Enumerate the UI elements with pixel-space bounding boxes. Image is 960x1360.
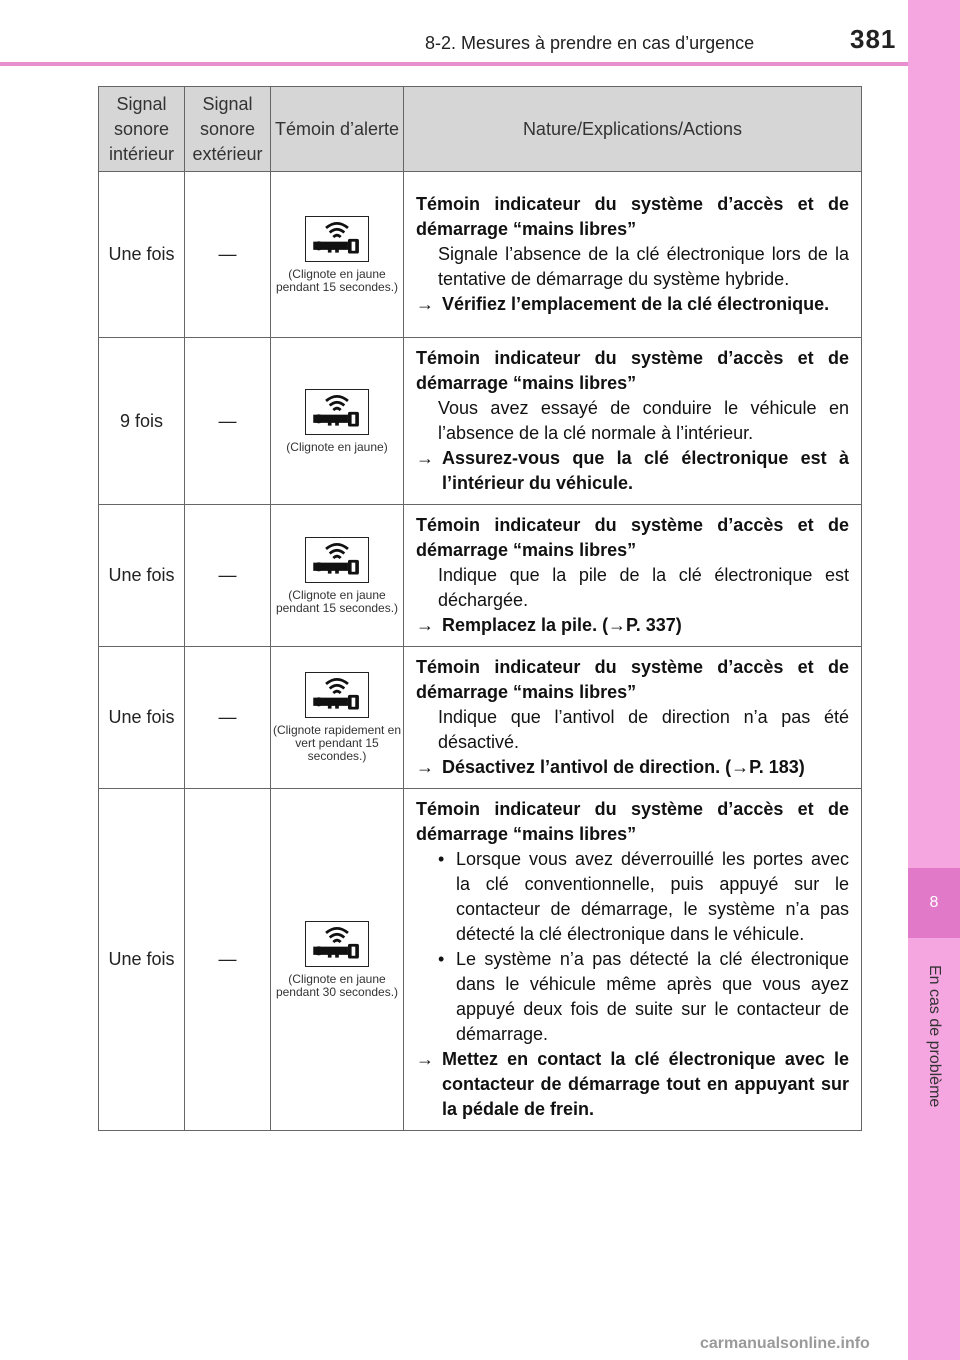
warning-light-cell	[271, 505, 404, 647]
warning-action	[416, 446, 849, 496]
table-row	[99, 172, 862, 338]
section-title: 8-2. Mesures à prendre en cas d’urgence	[425, 33, 755, 53]
header-warning-light: Témoin d’alerte	[271, 87, 404, 172]
table-row	[99, 647, 862, 789]
explanation-cell	[404, 172, 862, 338]
chapter-label: En cas de problème	[926, 965, 943, 1108]
warning-action	[416, 755, 849, 780]
warning-action	[416, 1047, 849, 1122]
icon-caption: (Clignote en jaune)	[286, 439, 388, 454]
bullet-text: Lorsque vous avez déverrouillé les portes avec la clé conventionnelle, puis appuyé sur le contacteur de démarrage, le système n’a pas détecté la clé électronique dans le véhicule.	[456, 849, 849, 944]
smart-key-warning-icon	[307, 538, 367, 580]
warning-explanation: Indique que l’antivol de direction n’a pas été désactivé.	[438, 707, 849, 752]
interior-signal-cell: Une fois	[99, 647, 185, 789]
chapter-number: 8	[908, 868, 960, 938]
action-text: Assurez-vous que la clé électronique est à l’intérieur du véhicule.	[442, 448, 849, 493]
explanation-cell	[404, 647, 862, 789]
action-text: Mettez en contact la clé électronique avec le contacteur de démarrage tout en appuyant sur la pédale de frein.	[442, 1049, 849, 1119]
interior-signal-cell: Une fois	[99, 789, 185, 1131]
page-number: 381	[850, 24, 897, 54]
interior-signal-cell: 9 fois	[99, 338, 185, 505]
header-rule	[0, 62, 960, 66]
icon-caption: (Clignote en jaune pendant 30 secondes.)	[275, 971, 399, 999]
arrow-right-icon: →	[416, 757, 434, 777]
warning-light-cell	[271, 338, 404, 505]
warning-table	[98, 86, 862, 1131]
exterior-signal-cell: —	[185, 505, 271, 647]
arrow-right-icon: →	[416, 294, 434, 314]
explanation-cell	[404, 789, 862, 1131]
icon-caption: (Clignote en jaune pendant 15 secondes.)	[275, 266, 399, 294]
icon-frame	[305, 921, 369, 967]
exterior-signal-cell: —	[185, 338, 271, 505]
table-row	[99, 505, 862, 647]
smart-key-warning-icon	[307, 390, 367, 432]
warning-action	[416, 613, 849, 638]
warning-explanation: Vous avez essayé de conduire le véhicule en l’absence de la clé normale à l’intérieur.	[438, 398, 849, 443]
arrow-right-icon: →	[416, 615, 434, 635]
exterior-signal-cell: —	[185, 789, 271, 1131]
list-item	[416, 847, 849, 947]
action-text: Désactivez l’antivol de direction. (→P. 183)	[442, 757, 805, 777]
exterior-signal-cell: —	[185, 172, 271, 338]
explanation-cell	[404, 505, 862, 647]
warning-explanation: Signale l’absence de la clé électronique lors de la tentative de démarrage du système hybride.	[438, 244, 849, 289]
bullet-icon: •	[438, 949, 445, 969]
smart-key-warning-icon	[307, 217, 367, 259]
smart-key-warning-icon	[307, 673, 367, 715]
action-text: Vérifiez l’emplacement de la clé électronique.	[442, 294, 830, 314]
warning-action	[416, 292, 849, 317]
warning-title: Témoin indicateur du système d’accès et de démarrage “mains libres”	[416, 515, 849, 560]
interior-signal-cell: Une fois	[99, 505, 185, 647]
interior-signal-cell: Une fois	[99, 172, 185, 338]
table-header-row	[99, 87, 862, 172]
arrow-right-icon: →	[416, 1049, 434, 1069]
warning-title: Témoin indicateur du système d’accès et de démarrage “mains libres”	[416, 657, 849, 702]
icon-caption: (Clignote en jaune pendant 15 secondes.)	[275, 587, 399, 615]
icon-frame	[305, 537, 369, 583]
bullet-icon: •	[438, 849, 445, 869]
icon-frame	[305, 216, 369, 262]
arrow-right-icon: →	[416, 448, 434, 468]
warning-title: Témoin indicateur du système d’accès et de démarrage “mains libres”	[416, 194, 849, 239]
explanation-cell	[404, 338, 862, 505]
icon-frame	[305, 672, 369, 718]
chapter-tab	[908, 0, 960, 1360]
warning-title: Témoin indicateur du système d’accès et de démarrage “mains libres”	[416, 799, 849, 844]
warning-light-cell	[271, 789, 404, 1131]
warning-explanation: Indique que la pile de la clé électronique est déchargée.	[438, 565, 849, 610]
header-exterior-signal: Signal sonore extérieur	[185, 87, 271, 172]
warning-light-cell	[271, 172, 404, 338]
exterior-signal-cell: —	[185, 647, 271, 789]
table-row	[99, 789, 862, 1131]
header-interior-signal: Signal sonore intérieur	[99, 87, 185, 172]
action-text: Remplacez la pile. (→P. 337)	[442, 615, 682, 635]
warning-light-cell	[271, 647, 404, 789]
table-row	[99, 338, 862, 505]
bullet-text: Le système n’a pas détecté la clé électronique dans le véhicule même après que vous ayez appuyé deux fois de suite sur le contacteur de démarrage.	[456, 949, 849, 1044]
icon-caption: (Clignote rapidement en vert pendant 15 secondes.)	[272, 723, 402, 763]
warning-title: Témoin indicateur du système d’accès et de démarrage “mains libres”	[416, 348, 849, 393]
smart-key-warning-icon	[307, 922, 367, 964]
header-explanation: Nature/Explications/Actions	[404, 87, 862, 172]
list-item	[416, 947, 849, 1047]
watermark: carmanualsonline.info	[700, 1335, 870, 1352]
icon-frame	[305, 389, 369, 435]
